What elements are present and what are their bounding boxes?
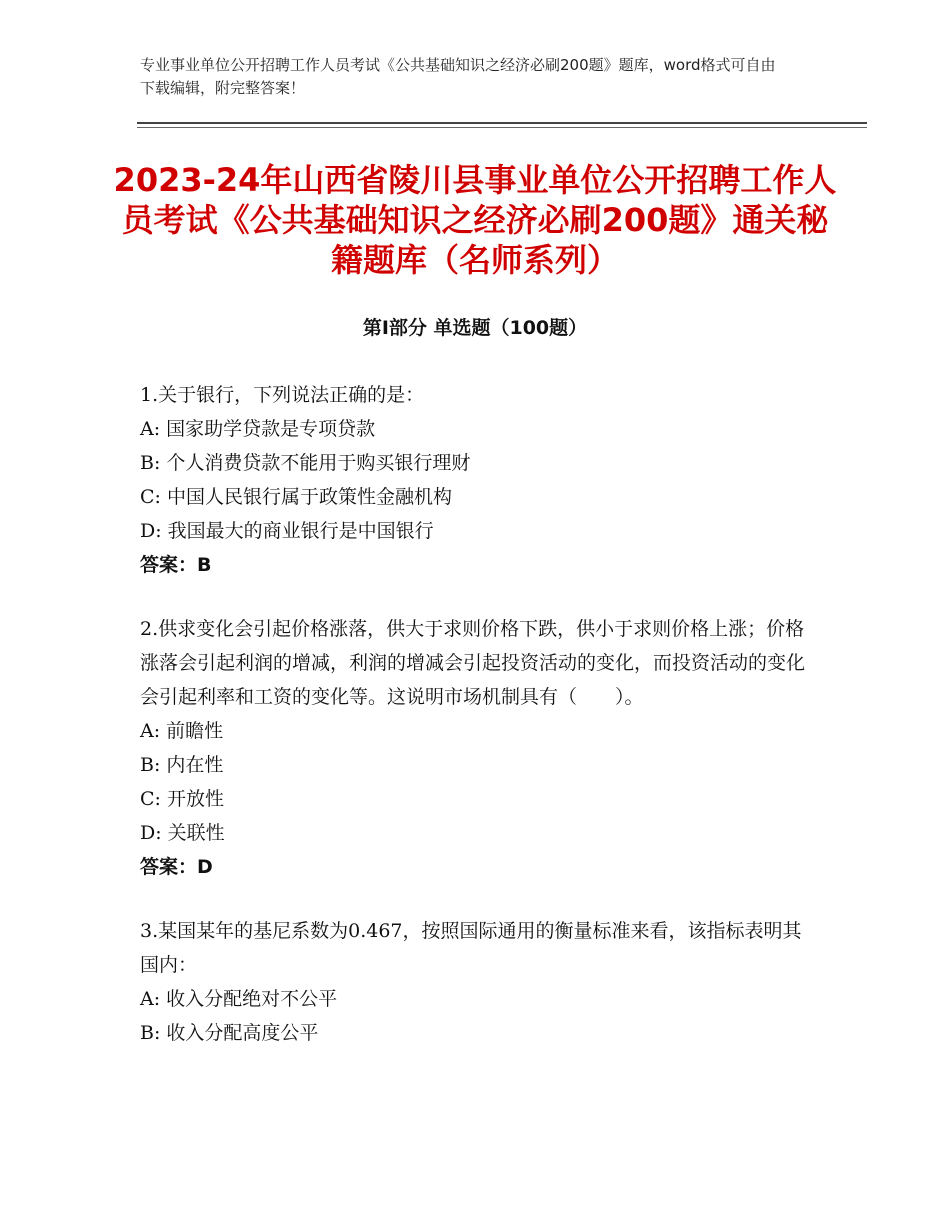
question-3: [140, 914, 820, 1050]
question-2: [140, 612, 820, 884]
document-title: 2023-24年山西省陵川县事业单位公开招聘工作人员考试《公共基础知识之经济必刷200题》通关秘籍题库（名师系列）: [113, 161, 837, 279]
option-a: A: 收入分配绝对不公平: [140, 988, 338, 1010]
option-c: C: 中国人民银行属于政策性金融机构: [140, 486, 452, 508]
option-c: C: 开放性: [140, 788, 224, 810]
header-rule-thick: [137, 122, 867, 124]
option-d: D: 关联性: [140, 822, 225, 844]
answer: 答案：D: [140, 856, 213, 878]
question-list: [140, 378, 820, 1080]
option-b: B: 内在性: [140, 754, 224, 776]
header-note: 专业事业单位公开招聘工作人员考试《公共基础知识之经济必刷200题》题库，word格式可自由下载编辑，附完整答案！: [140, 56, 776, 97]
answer: 答案：B: [140, 554, 212, 576]
header-rule-thin: [137, 127, 867, 128]
question-stem: 2.供求变化会引起价格涨落，供大于求则价格下跌，供小于求则价格上涨；价格涨落会引起利润的增减，利润的增减会引起投资活动的变化，而投资活动的变化会引起利率和工资的变化等。这说明市场机制具有（ ）。: [140, 618, 806, 708]
question-stem: 3.某国某年的基尼系数为0.467，按照国际通用的衡量标准来看，该指标表明其国内：: [140, 920, 802, 976]
option-b: B: 收入分配高度公平: [140, 1022, 319, 1044]
option-a: A: 前瞻性: [140, 720, 224, 742]
option-b: B: 个人消费贷款不能用于购买银行理财: [140, 452, 471, 474]
section-title: 第Ⅰ部分 单选题（100题）: [362, 317, 588, 339]
question-stem: 1.关于银行，下列说法正确的是：: [140, 384, 425, 406]
option-a: A: 国家助学贷款是专项贷款: [140, 418, 376, 440]
question-1: [140, 378, 820, 582]
option-d: D: 我国最大的商业银行是中国银行: [140, 520, 434, 542]
